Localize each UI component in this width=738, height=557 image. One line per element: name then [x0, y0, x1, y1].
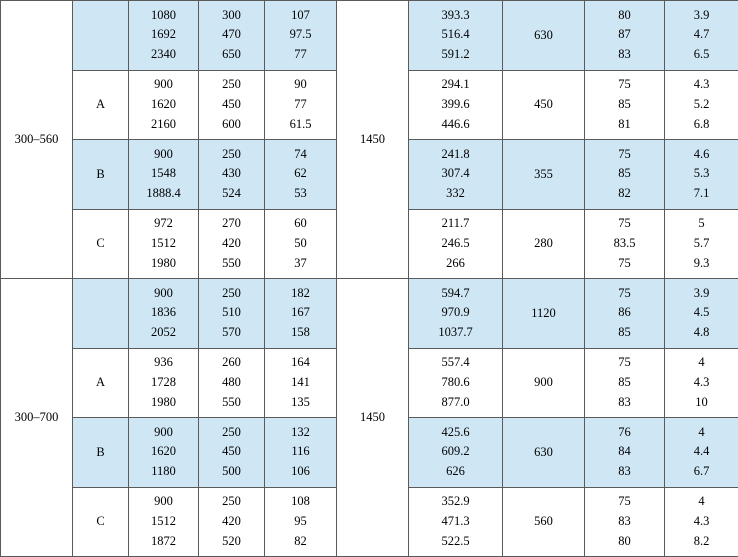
value-text: 270: [222, 216, 241, 231]
value-text: 557.4: [441, 355, 470, 370]
variant-label: C: [96, 514, 105, 529]
value-cell-col5: [503, 140, 585, 210]
value-text: 450: [222, 444, 241, 459]
value-text: 87: [618, 27, 631, 42]
value-text: 1728: [151, 374, 176, 389]
value-text: 108: [291, 494, 310, 509]
value-cell-col6: [585, 487, 665, 557]
table-body: [1, 1, 738, 557]
value-text: 900: [154, 77, 173, 92]
value-text: 630: [534, 27, 553, 42]
value-text: 80: [618, 7, 631, 22]
value-cell-col7: [665, 70, 738, 140]
model-label: 300–700: [14, 409, 59, 424]
value-text: 352.9: [441, 494, 470, 509]
variant-cell: [73, 348, 129, 418]
value-cell-col5: [503, 209, 585, 279]
value-text: 1548: [151, 166, 176, 181]
value-text: 75: [618, 255, 631, 270]
value-text: 1692: [151, 27, 176, 42]
value-text: 82: [294, 533, 307, 548]
value-text: 8.2: [693, 533, 710, 548]
value-text: 446.6: [441, 116, 470, 131]
value-text: 516.4: [441, 27, 470, 42]
value-cell-col6: [585, 140, 665, 210]
value-text: 90: [294, 77, 307, 92]
value-cell-col3: [265, 140, 337, 210]
value-cell-col3: [265, 487, 337, 557]
value-cell-col5: [503, 279, 585, 349]
value-cell-col4: [409, 140, 503, 210]
value-cell-col4: [409, 487, 503, 557]
value-cell-col1: [129, 279, 199, 349]
value-text: 2160: [151, 116, 176, 131]
value-text: 6.8: [693, 116, 710, 131]
value-text: 75: [618, 355, 631, 370]
value-text: 62: [294, 166, 307, 181]
value-text: 83: [618, 513, 631, 528]
value-text: 550: [222, 255, 241, 270]
value-text: 75: [618, 285, 631, 300]
value-text: 1980: [151, 394, 176, 409]
value-text: 250: [222, 424, 241, 439]
value-text: 3.9: [693, 285, 710, 300]
value-cell-col3: [265, 1, 337, 71]
value-text: 4.5: [693, 305, 710, 320]
value-text: 900: [154, 494, 173, 509]
value-cell-col2: [199, 348, 265, 418]
variant-cell: [73, 140, 129, 210]
value-text: 500: [222, 464, 241, 479]
value-text: 420: [222, 513, 241, 528]
value-text: 900: [154, 146, 173, 161]
value-text: 780.6: [441, 374, 470, 389]
value-text: 1620: [151, 96, 176, 111]
value-cell-col2: [199, 70, 265, 140]
value-text: 4.8: [693, 325, 710, 340]
value-cell-col4: [409, 348, 503, 418]
value-text: 450: [534, 97, 553, 112]
value-text: 141: [291, 374, 310, 389]
value-text: 60: [294, 216, 307, 231]
value-text: 260: [222, 355, 241, 370]
speed-cell: [337, 1, 409, 279]
value-text: 77: [294, 47, 307, 62]
value-text: 900: [154, 285, 173, 300]
value-text: 95: [294, 513, 307, 528]
value-text: 630: [534, 444, 553, 459]
value-text: 1888.4: [146, 186, 181, 201]
value-text: 900: [534, 375, 553, 390]
value-cell-col1: [129, 1, 199, 71]
value-cell-col2: [199, 140, 265, 210]
value-text: 1620: [151, 444, 176, 459]
value-text: 9.3: [693, 255, 710, 270]
value-text: 4.7: [693, 27, 710, 42]
variant-label: B: [96, 444, 105, 459]
value-text: 650: [222, 47, 241, 62]
value-text: 132: [291, 424, 310, 439]
value-cell-col5: [503, 1, 585, 71]
value-text: 250: [222, 146, 241, 161]
value-text: 1080: [151, 7, 176, 22]
table-row: [1, 279, 738, 349]
value-text: 1512: [151, 513, 176, 528]
value-text: 900: [154, 424, 173, 439]
value-text: 936: [154, 355, 173, 370]
value-text: 85: [618, 374, 631, 389]
value-text: 609.2: [441, 444, 470, 459]
value-cell-col2: [199, 279, 265, 349]
value-text: 1120: [531, 305, 556, 320]
value-cell-col3: [265, 348, 337, 418]
value-cell-col5: [503, 70, 585, 140]
value-text: 4.4: [693, 444, 710, 459]
value-text: 164: [291, 355, 310, 370]
value-text: 510: [222, 305, 241, 320]
value-text: 97.5: [289, 27, 312, 42]
value-text: 6.5: [693, 47, 710, 62]
value-text: 524: [222, 186, 241, 201]
value-cell-col7: [665, 279, 738, 349]
value-text: 76: [618, 424, 631, 439]
value-text: 970.9: [441, 305, 470, 320]
value-text: 80: [618, 533, 631, 548]
value-text: 84: [618, 444, 631, 459]
speed-label: 1450: [360, 409, 385, 424]
model-cell: [1, 279, 73, 557]
value-text: 5.3: [693, 166, 710, 181]
value-text: 570: [222, 325, 241, 340]
variant-label: C: [96, 236, 105, 251]
variant-cell: [73, 487, 129, 557]
value-text: 211.7: [441, 216, 470, 231]
value-text: 4: [698, 355, 705, 370]
value-cell-col6: [585, 209, 665, 279]
table-row: [1, 1, 738, 71]
value-cell-col5: [503, 348, 585, 418]
value-text: 4.3: [693, 374, 710, 389]
value-text: 471.3: [441, 513, 470, 528]
value-text: 393.3: [441, 7, 470, 22]
value-cell-col1: [129, 418, 199, 488]
value-cell-col4: [409, 418, 503, 488]
value-cell-col1: [129, 70, 199, 140]
value-text: 2052: [151, 325, 176, 340]
value-text: 307.4: [441, 166, 470, 181]
value-text: 420: [222, 235, 241, 250]
value-text: 594.7: [441, 285, 470, 300]
variant-cell: [73, 1, 129, 71]
value-text: 107: [291, 7, 310, 22]
value-text: 520: [222, 533, 241, 548]
value-cell-col2: [199, 487, 265, 557]
value-text: 53: [294, 186, 307, 201]
value-text: 106: [291, 464, 310, 479]
variant-cell: [73, 279, 129, 349]
value-text: 4.3: [693, 77, 710, 92]
value-text: 5.7: [693, 235, 710, 250]
value-text: 81: [618, 116, 631, 131]
variant-cell: [73, 209, 129, 279]
value-cell-col3: [265, 418, 337, 488]
value-text: 4.3: [693, 513, 710, 528]
value-text: 1180: [151, 464, 176, 479]
value-text: 82: [618, 186, 631, 201]
value-cell-col6: [585, 418, 665, 488]
value-cell-col7: [665, 1, 738, 71]
value-text: 75: [618, 146, 631, 161]
value-text: 182: [291, 285, 310, 300]
value-cell-col3: [265, 279, 337, 349]
value-cell-col7: [665, 140, 738, 210]
variant-label: A: [95, 375, 106, 390]
value-text: 626: [446, 464, 465, 479]
value-cell-col1: [129, 348, 199, 418]
value-text: 5.2: [693, 96, 710, 111]
value-text: 480: [222, 374, 241, 389]
value-text: 399.6: [441, 96, 470, 111]
value-text: 85: [618, 96, 631, 111]
value-text: 425.6: [441, 424, 470, 439]
value-text: 241.8: [441, 146, 470, 161]
value-text: 135: [291, 394, 310, 409]
speed-label: 1450: [360, 131, 385, 146]
value-text: 972: [154, 216, 173, 231]
value-text: 158: [291, 325, 310, 340]
value-text: 10: [695, 394, 708, 409]
value-text: 332: [446, 186, 465, 201]
value-text: 50: [294, 235, 307, 250]
value-text: 877.0: [441, 394, 470, 409]
value-text: 1872: [151, 533, 176, 548]
value-cell-col1: [129, 140, 199, 210]
value-text: 6.7: [693, 464, 710, 479]
value-text: 250: [222, 494, 241, 509]
value-text: 77: [294, 96, 307, 111]
value-cell-col4: [409, 279, 503, 349]
value-text: 522.5: [441, 533, 470, 548]
value-text: 300: [222, 7, 241, 22]
variant-label: B: [96, 166, 105, 181]
value-text: 167: [291, 305, 310, 320]
value-cell-col3: [265, 209, 337, 279]
value-text: 280: [534, 236, 553, 251]
value-text: 4: [698, 424, 705, 439]
value-text: 1836: [151, 305, 176, 320]
value-cell-col4: [409, 1, 503, 71]
value-text: 1980: [151, 255, 176, 270]
value-cell-col2: [199, 418, 265, 488]
value-text: 83: [618, 394, 631, 409]
value-cell-col7: [665, 348, 738, 418]
value-cell-col7: [665, 487, 738, 557]
value-cell-col2: [199, 209, 265, 279]
value-cell-col7: [665, 209, 738, 279]
value-cell-col4: [409, 70, 503, 140]
variant-cell: [73, 418, 129, 488]
value-cell-col3: [265, 70, 337, 140]
value-cell-col4: [409, 209, 503, 279]
value-text: 470: [222, 27, 241, 42]
value-text: 83.5: [613, 235, 636, 250]
value-text: 75: [618, 216, 631, 231]
value-text: 61.5: [289, 116, 312, 131]
value-cell-col6: [585, 1, 665, 71]
value-text: 37: [294, 255, 307, 270]
value-text: 116: [291, 444, 310, 459]
value-text: 246.5: [441, 235, 470, 250]
value-text: 4: [698, 494, 705, 509]
value-text: 2340: [151, 47, 176, 62]
value-text: 450: [222, 96, 241, 111]
value-text: 1037.7: [438, 325, 473, 340]
value-cell-col6: [585, 70, 665, 140]
value-text: 85: [618, 166, 631, 181]
value-text: 250: [222, 285, 241, 300]
value-text: 591.2: [441, 47, 470, 62]
speed-cell: [337, 279, 409, 557]
value-text: 266: [446, 255, 465, 270]
value-cell-col5: [503, 418, 585, 488]
value-cell-col1: [129, 209, 199, 279]
value-text: 3.9: [693, 7, 710, 22]
value-text: 83: [618, 464, 631, 479]
value-text: 7.1: [693, 186, 710, 201]
variant-cell: [73, 70, 129, 140]
value-text: 250: [222, 77, 241, 92]
value-cell-col6: [585, 348, 665, 418]
value-text: 550: [222, 394, 241, 409]
value-text: 355: [534, 166, 553, 181]
value-text: 294.1: [441, 77, 470, 92]
value-text: 600: [222, 116, 241, 131]
value-text: 75: [618, 77, 631, 92]
value-text: 5: [698, 216, 705, 231]
variant-label: A: [95, 97, 106, 112]
value-cell-col1: [129, 487, 199, 557]
value-text: 560: [534, 514, 553, 529]
value-text: 1512: [151, 235, 176, 250]
value-text: 83: [618, 47, 631, 62]
value-text: 74: [294, 146, 307, 161]
value-cell-col6: [585, 279, 665, 349]
value-text: 85: [618, 325, 631, 340]
value-text: 4.6: [693, 146, 710, 161]
value-text: 430: [222, 166, 241, 181]
value-cell-col5: [503, 487, 585, 557]
value-cell-col7: [665, 418, 738, 488]
value-text: 75: [618, 494, 631, 509]
model-label: 300–560: [14, 131, 59, 146]
model-cell: [1, 1, 73, 279]
value-cell-col2: [199, 1, 265, 71]
value-text: 86: [618, 305, 631, 320]
